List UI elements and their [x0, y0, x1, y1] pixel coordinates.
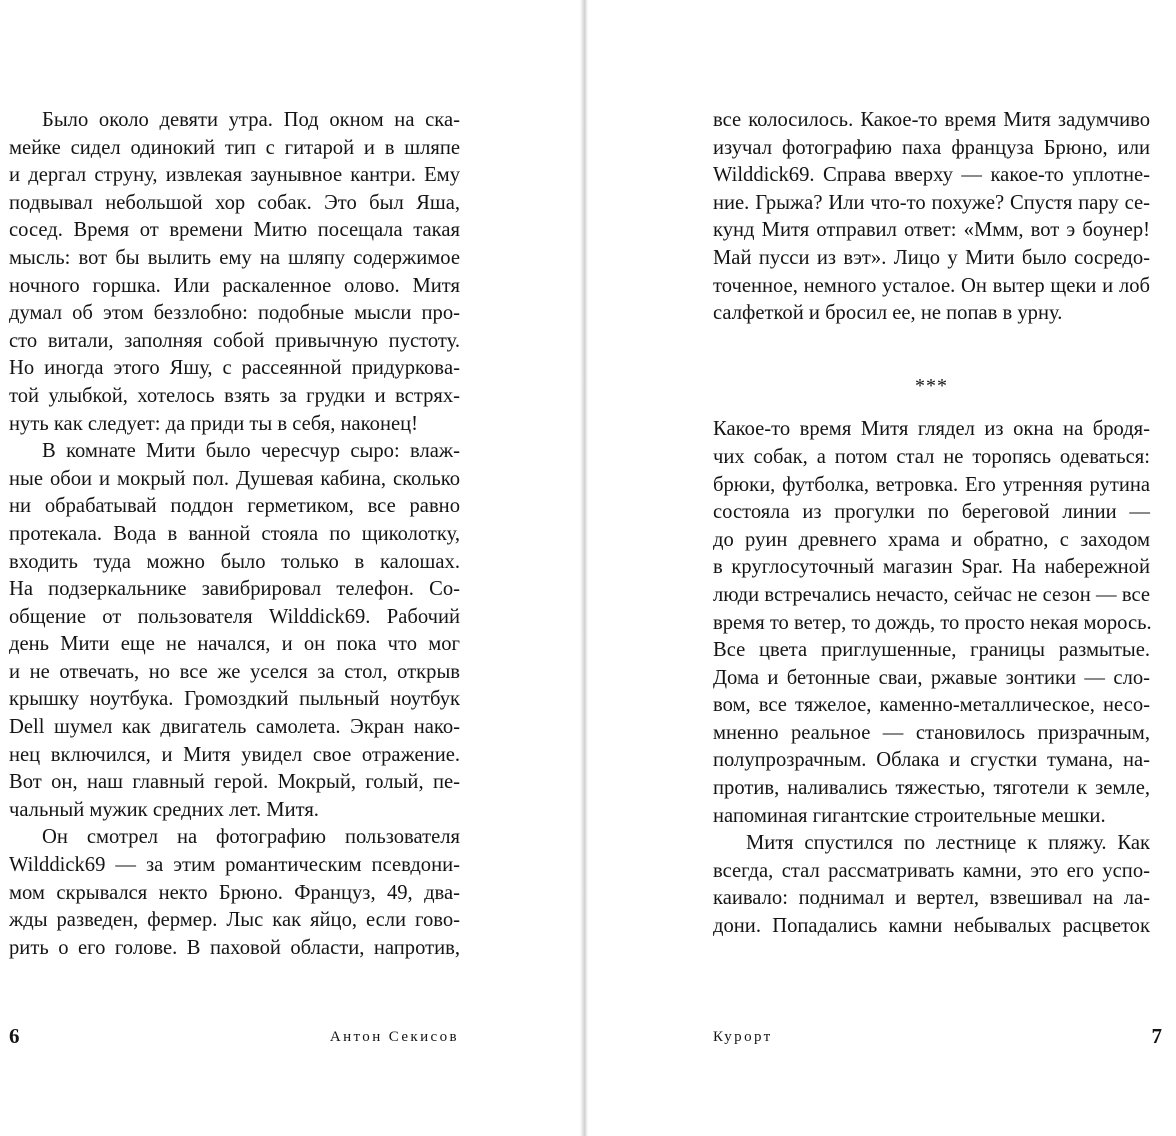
- text-line: ные обои и мокрый пол. Душевая кабина, сколько: [9, 467, 460, 490]
- text-line: время то ветер, то дождь, то просто некая морось.: [713, 611, 1152, 634]
- text-line: мысль: вот бы вылить ему на шляпу содержимое: [9, 246, 460, 269]
- right-page: [588, 0, 1176, 1136]
- text-line: до руин древнего храма и обратно, с заходом: [713, 528, 1150, 551]
- text-line: Митя спустился по лестнице к пляжу. Как: [746, 832, 1150, 855]
- text-line: мейке сидел одинокий тип с гитарой и в шляпе: [9, 136, 460, 159]
- left-page: [0, 0, 580, 1136]
- text-line: кунд Митя отправил ответ: «Ммм, вот э боунер!: [713, 219, 1150, 242]
- left-page-text: [9, 107, 460, 962]
- text-line: люди встречались нечасто, сейчас не сезон — все: [713, 583, 1150, 606]
- text-line: ние. Грыжа? Или что-то похуже? Спустя пару се-: [713, 191, 1150, 214]
- running-head-author: Антон Секисов: [329, 1029, 459, 1045]
- text-line: брюки, футболка, ветровка. Его утренняя рутина: [713, 473, 1150, 496]
- text-line: Какое-то время Митя глядел из окна на бродя-: [713, 418, 1150, 441]
- text-line: салфеткой и бросил ее, не попав в урну.: [713, 302, 1063, 325]
- text-line: дони. Попадались камни небывалых расцветок: [713, 915, 1150, 938]
- right-text-after-separator: [713, 416, 1150, 940]
- text-line: Все цвета приглушенные, границы размытые.: [713, 639, 1150, 662]
- text-line: общение от пользователя Wilddick69. Рабочий: [9, 605, 460, 628]
- text-line: Wilddick69. Справа вверху — какое-то уплотне-: [713, 164, 1150, 187]
- book-gutter: [580, 0, 588, 1136]
- text-line: Дома и бетонные сваи, ржавые зонтики — сло-: [713, 666, 1150, 689]
- text-line: думал об этом беззлобно: подобные мысли про-: [9, 302, 460, 325]
- text-line: чих собак, а потом стал не торопясь одеваться:: [713, 445, 1150, 468]
- text-line: вом, все тяжелое, каменно-металлическое, несо-: [713, 694, 1150, 717]
- text-line: Wilddick69 — за этим романтическим псевдони-: [9, 854, 460, 877]
- text-line: Он смотрел на фотографию пользователя: [42, 826, 460, 849]
- text-line: и дергал струну, извлекая заунывное кантри. Ему: [9, 164, 460, 187]
- right-page-text: [713, 107, 1150, 941]
- text-line: сто витали, заполняя собой привычную пустоту.: [9, 329, 460, 352]
- text-line: и не отвечать, но все же уселся за стол, открыв: [9, 660, 460, 683]
- text-line: день Мити еще не начался, и он пока что мог: [9, 633, 460, 656]
- text-line: все колосилось. Какое-то время Митя задумчиво: [713, 109, 1150, 131]
- text-line: точенное, немного усталое. Он вытер щеки и лоб: [713, 274, 1150, 297]
- text-line: полупрозрачным. Облака и сгустки тумана, на-: [713, 749, 1150, 772]
- text-line: в круглосуточный магазин Spar. На набережной: [713, 556, 1150, 579]
- text-line: изучал фотографию паха француза Брюно, или: [713, 136, 1150, 159]
- text-line: нец включился, и Митя увидел свое отражение.: [9, 743, 460, 766]
- text-line: против, наливались тяжестью, тяготели к земле,: [713, 777, 1150, 800]
- text-line: всегда, стал рассматривать камни, это его успо-: [713, 859, 1150, 882]
- text-line: Май пусси из вэт». Лицо у Мити было сосредо-: [713, 246, 1150, 269]
- text-line: ни обрабатывай поддон герметиком, все равно: [9, 495, 460, 518]
- text-line: рить о его голове. В паховой области, напротив,: [9, 936, 460, 959]
- section-separator: ***: [915, 374, 948, 397]
- text-line: Вот он, наш главный герой. Мокрый, голый, пе-: [9, 771, 460, 794]
- text-line: той улыбкой, хотелось взять за грудки и встрях-: [9, 384, 460, 407]
- text-line: Было около девяти утра. Под окном на ска-: [42, 109, 460, 131]
- text-line: В комнате Мити было чересчур сыро: влаж-: [42, 440, 460, 463]
- right-text-before-separator: [713, 107, 1150, 328]
- text-line: ночного горшка. Или раскаленное олово. Митя: [9, 274, 460, 297]
- text-line: каивало: поднимал и вертел, взвешивал на ла-: [713, 887, 1150, 910]
- text-line: мом скрывался некто Брюно. Француз, 49, два-: [9, 881, 460, 904]
- text-line: чальный мужик средних лет. Митя.: [9, 798, 319, 821]
- text-line: жды разведен, фермер. Лыс как яйцо, если гово-: [9, 909, 460, 932]
- text-line: На подзеркальнике завибрировал телефон. Со-: [9, 578, 460, 601]
- text-line: Dell шумел как двигатель самолета. Экран нако-: [9, 716, 460, 739]
- text-line: входить туда можно было только в калошах.: [9, 550, 460, 573]
- text-line: нуть как следует: да приди ты в себя, наконец!: [9, 412, 418, 435]
- text-line: состояла из прогулки по береговой линии —: [713, 501, 1150, 524]
- text-line: Но иногда этого Яшу, с рассеянной придурковa-: [9, 357, 460, 380]
- page-number: 7: [1151, 1024, 1162, 1048]
- text-line: подвывал небольшой хор собак. Это был Яша,: [9, 191, 460, 214]
- text-line: напоминая гигантские строительные мешки.: [713, 804, 1106, 827]
- running-head-title: Курорт: [713, 1029, 773, 1045]
- text-line: мненно реальное — становилось призрачным,: [713, 721, 1150, 744]
- text-line: сосед. Время от времени Митю посещала такая: [9, 219, 460, 242]
- text-line: протекала. Вода в ванной стояла по щиколотку,: [9, 522, 460, 545]
- page-number: 6: [9, 1024, 20, 1048]
- text-line: крышку ноутбука. Громоздкий пыльный ноутбук: [9, 688, 460, 711]
